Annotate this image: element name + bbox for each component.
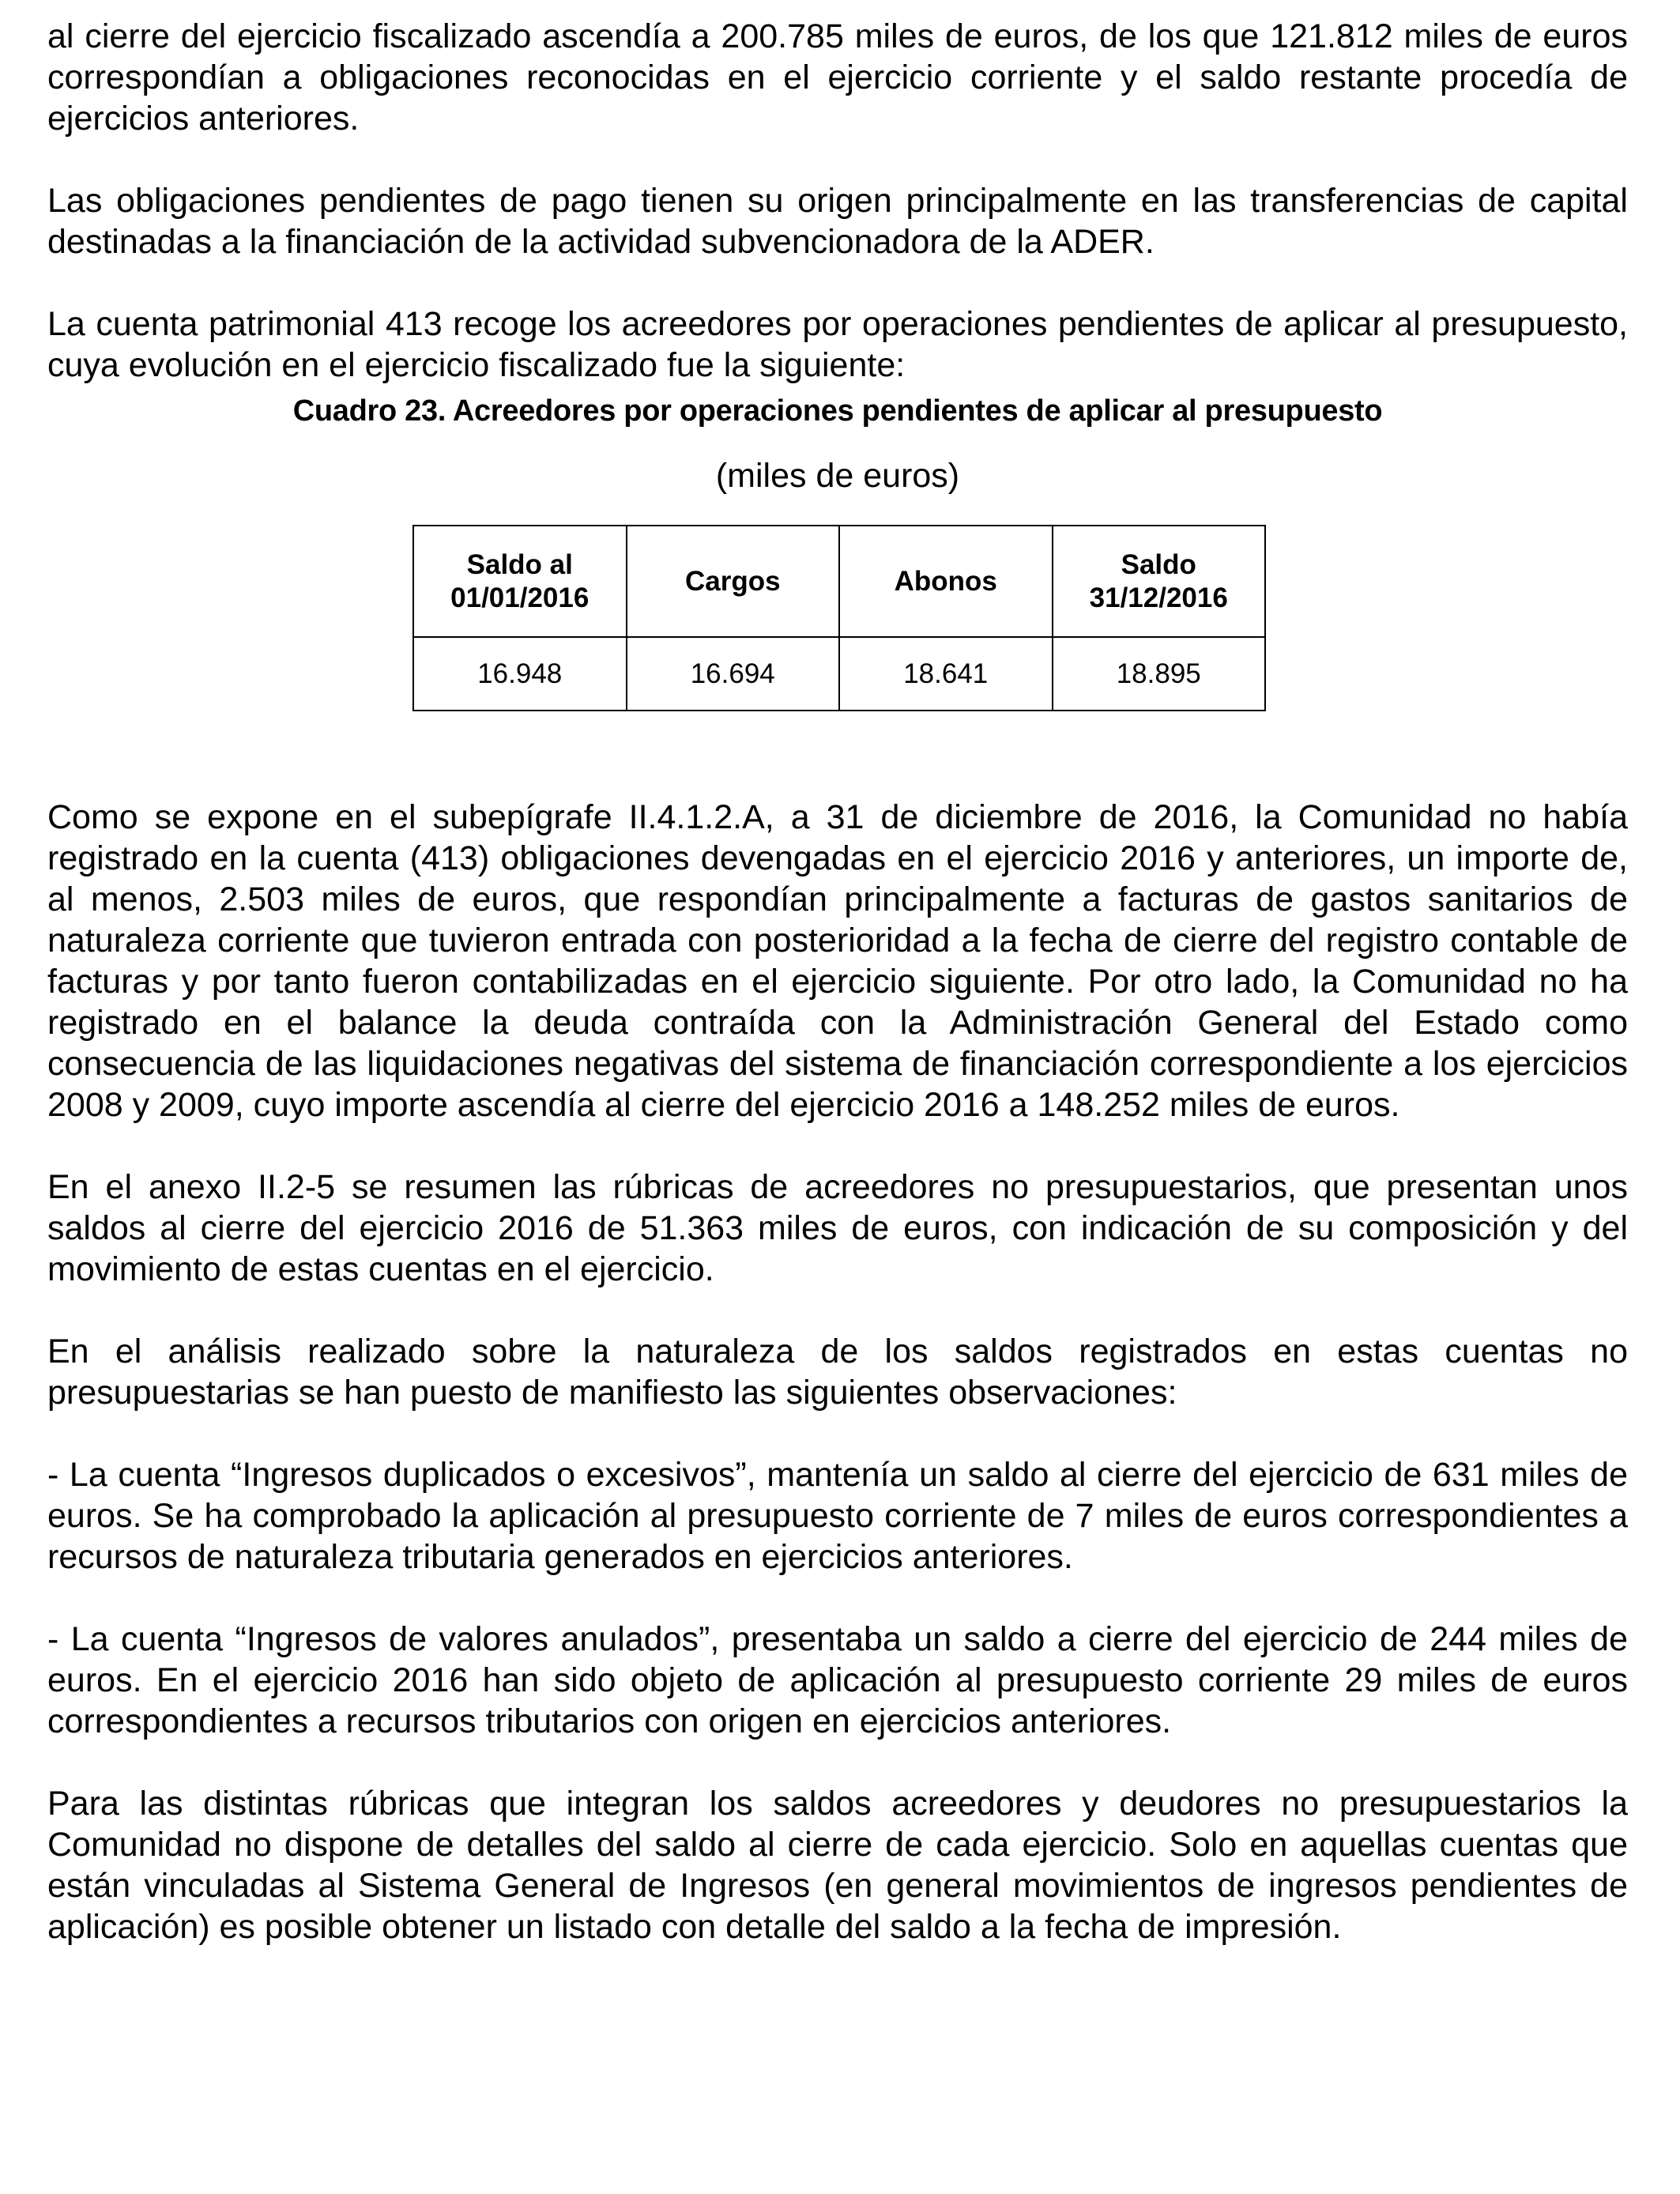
paragraph-6: En el análisis realizado sobre la naturaleza de los saldos registrados en estas cuentas no presupuestarias se han puesto de manifiesto las siguientes observaciones:	[47, 1333, 1628, 1412]
header-cargos	[627, 526, 840, 637]
table-title: Cuadro 23. Acreedores por operaciones pendientes de aplicar al presupuesto	[292, 394, 1383, 428]
paragraph-7: - La cuenta “Ingresos duplicados o excesivos”, mantenía un saldo al cierre del ejercicio de 631 miles de euros. Se ha comprobado la aplicación al presupuesto corriente de 7 miles de euros correspondientes a recursos de naturaleza tributaria generados en ejercicios anteriores.	[47, 1456, 1628, 1576]
header-line: Cargos	[684, 565, 781, 597]
header-line: Saldo al	[466, 548, 573, 580]
header-line: 31/12/2016	[1089, 582, 1228, 613]
table-cell: 18.641	[839, 637, 1053, 711]
paragraph-3: La cuenta patrimonial 413 recoge los acreedores por operaciones pendientes de aplicar al presupuesto, cuya evolución en el ejercicio fiscalizado fue la siguiente:	[47, 305, 1628, 384]
table-units: (miles de euros)	[715, 457, 960, 495]
table-row	[413, 637, 1265, 711]
body-text-after-table	[47, 797, 1628, 1947]
paragraph-2: Las obligaciones pendientes de pago tienen su origen principalmente en las transferencias de capital destinadas a la financiación de la actividad subvencionadora de la ADER.	[47, 182, 1628, 261]
header-saldo-inicial	[413, 526, 627, 637]
creditors-table	[412, 525, 1266, 711]
table-cell: 16.948	[413, 637, 627, 711]
header-saldo-final	[1053, 526, 1266, 637]
table-header-row	[413, 526, 1265, 637]
paragraph-1: al cierre del ejercicio fiscalizado ascendía a 200.785 miles de euros, de los que 121.812 miles de euros correspondían a obligaciones reconocidas en el ejercicio corriente y el saldo restante procedía de ejercicios anteriores.	[47, 17, 1628, 138]
header-line: Saldo	[1121, 548, 1196, 580]
table-cell: 16.694	[627, 637, 840, 711]
paragraph-9: Para las distintas rúbricas que integran los saldos acreedores y deudores no presupuestarios la Comunidad no dispone de detalles del saldo al cierre de cada ejercicio. Solo en aquellas cuentas que están vinculadas al Sistema General de Ingresos (en general movimientos de ingresos pendientes de aplicación) es posible obtener un listado con detalle del saldo a la fecha de impresión.	[47, 1785, 1628, 1946]
header-line: Abonos	[894, 565, 997, 597]
table-cell: 18.895	[1053, 637, 1266, 711]
paragraph-4: Como se expone en el subepígrafe II.4.1.2.A, a 31 de diciembre de 2016, la Comunidad no había registrado en la cuenta (413) obligaciones devengadas en el ejercicio 2016 y anteriores, un importe de, al menos, 2.503 miles de euros, que respondían principalmente a facturas de gastos sanitarios de naturaleza corriente que tuvieron entrada con posterioridad a la fecha de cierre del registro contable de facturas y por tanto fueron contabilizadas en el ejercicio siguiente. Por otro lado, la Comunidad no ha registrado en el balance la deuda contraída con la Administración General del Estado como consecuencia de las liquidaciones negativas del sistema de financiación correspondiente a los ejercicios 2008 y 2009, cuyo importe ascendía al cierre del ejercicio 2016 a 148.252 miles de euros.	[47, 798, 1628, 1124]
paragraph-8: - La cuenta “Ingresos de valores anulados”, presentaba un saldo a cierre del ejercicio de 244 miles de euros. En el ejercicio 2016 han sido objeto de aplicación al presupuesto corriente 29 miles de euros correspondientes a recursos tributarios con origen en ejercicios anteriores.	[47, 1620, 1628, 1740]
header-line: 01/01/2016	[450, 582, 590, 613]
paragraph-5: En el anexo II.2-5 se resumen las rúbricas de acreedores no presupuestarios, que presentan unos saldos al cierre del ejercicio 2016 de 51.363 miles de euros, con indicación de su composición y del movimiento de estas cuentas en el ejercicio.	[47, 1168, 1628, 1288]
header-abonos	[839, 526, 1053, 637]
document-page	[47, 16, 1628, 1989]
